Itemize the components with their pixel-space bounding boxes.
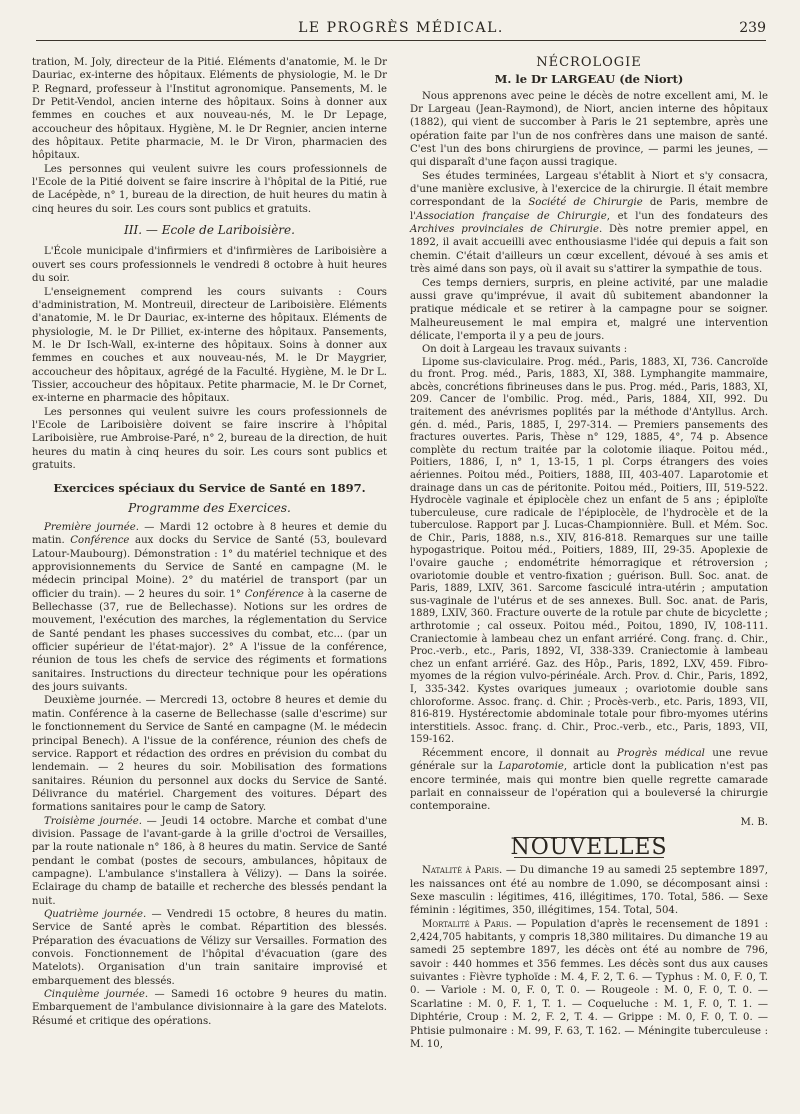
day-conference: Conférence [244, 588, 304, 600]
paragraph: Ces temps derniers, surpris, en pleine activité, par une maladie aussi grave qu'imprévue, il avait dû subitement abandonner la pratique médicale et se retirer à la campagne pour se soigner. Malheureusement le mal empira et, malgré une intervention délicate, l'emporta il y a peu de jours. [410, 277, 768, 342]
nouvelles-title: NOUVELLES [510, 835, 668, 861]
day-text: aux docks du Service de Santé (53, boulevard Latour-Maubourg). Démonstration : 1° du matériel technique et des approvisionnements du Service de Santé en campagne (M. le médecin principal Moine). 2° du matériel de transport (par un officier du train). — 2 heures du soir. 1° [32, 535, 387, 600]
text-run: Association française de Chirurgie [416, 210, 607, 222]
right-column [410, 56, 768, 1051]
necrologie-heading: NÉCROLOGIE [536, 55, 642, 70]
paragraph: L'enseignement comprend les cours suivants : Cours d'administration, M. Montreuil, directeur de Lariboisière. Eléments d'anatomie, M. le Dr Dauriac, ex-interne des hôpitaux. Eléments de physiologie, M. le Dr Pilliet, ex-interne des hôpitaux. Pansements, M. le Dr Isch-Wall, ex-interne des hôpitaux. Soins à donner aux femmes en couches et aux nouveau-nés, M. le Dr Maygrier, accoucheur des hôpitaux, agrégé de la Faculté. Hygiène, M. le Dr L. Tissier, accoucheur des hôpitaux. Petite pharmacie, M. le Dr Cornet, ex-interne en pharmacie des hôpitaux. [32, 286, 387, 405]
running-title: LE PROGRÈS MÉDICAL. [298, 20, 504, 36]
text-run: Ses études terminées, Largeau s'établit à Niort et s'y consacra, d'une manière exclusive, à l'exercice de la chirurgie. Il était membre correspondant de la [410, 170, 768, 209]
paragraph-day3 [32, 815, 387, 908]
text-run: , article dont la publication n'est pas encore terminée, mais qui montre bien quelle regrette camarade parlait en connaisseur de l'opération qui a bouleversé la chirurgie contemporaine. [410, 761, 768, 813]
day-label: Première journée. [44, 522, 139, 533]
paragraph: On doit à Largeau les travaux suivants : [422, 344, 628, 356]
text-run: de Paris, membre de l' [410, 197, 768, 222]
section-title: III. — Ecole de Lariboisière. [124, 223, 295, 238]
day-conference: Conférence [70, 535, 130, 547]
day-label: Cinquième journée. [44, 989, 149, 1001]
paragraph-day5 [32, 988, 387, 1028]
programme-title: Programme des Exercices. [128, 500, 291, 515]
day-text: — Vendredi 15 octobre, 8 heures du matin. Service de Santé après le combat. Répartition des blessés. Préparation des évacuations de Vélizy sur Versailles. Formation des convois. Fonctionnement de l'hôpital d'évacuation (gare des Matelots). Organisation d'un train sanitaire improvisé et embarquement des blessés. [32, 908, 387, 987]
text-run: Société de Chirurgie [528, 197, 643, 209]
text-run: Récemment encore, il donnait au [422, 747, 617, 759]
news-label: Mortalité à Paris. [422, 918, 512, 930]
bibliography: Lipome sus-claviculaire. Prog. méd., Paris, 1883, XI, 736. Cancroïde du front. Prog. méd., Paris, 1883, XI, 388. Lymphangite mammaire, abcès, concrétions fibrineuses dans le pus. Prog. méd., Paris, 1883, XI, 209. Cancer de l'ombilic. Prog. méd., Paris, 1884, XII, 992. Du traitement des anévrismes poplités par la méthode d'Antyllus. Arch. gén. d. méd., Paris, 1885, I, 297-314. — Premiers pansements des fractures ouvertes. Paris, Thèse n° 129, 1885, 4°, 74 p. Absence complète du rectum traitée par la colotomie iliaque. Poitou méd., Poitiers, 1886, I, n° 1, 13-15, 1 pl. Corps étrangers des voies aériennes. Poitou méd., Poitiers, 1888, III, 403-407. Laparotomie et drainage dans un cas de péritonite. Poitou méd., Poitiers, III, 519-522. Hydrocèle vaginale et épiplocèle chez un enfant de 5 ans ; épiploïte tuberculeuse, cure radicale de l'épiplocèle, de l'hydrocèle et de la tuberculose. Rapport par J. Lucas-Championnière. Bull. et Mém. Soc. de Chir., Paris, 1888, n.s., XIV, 816-818. Remarques sur une taille hypogastrique. Poitou méd., Poitiers, 1889, III, 29-35. Apoplexie de l'ovaire gauche ; endométrite hémorragique et rétroversion ; ovariotomie double et ventro-fixation ; guérison. Bull. Soc. anat. de Paris, 1889, LXIV, 361. Sarcome fasciculé intra-utérin ; amputation sus-vaginale de l'utérus et de ses annexes. Bull. Soc. anat. de Paris, 1889, LXIV, 360. Fracture ouverte de la rotule par chute de bicyclette ; arthrotomie ; cal osseux. Poitou méd., Poitou, 1890, IV, 108-111. Craniectomie à lambeau chez un enfant arriéré. Cong. franç. d. Chir., Proc.-verb., etc., Paris, 1892, VI, 338-339. Craniectomie à lambeau chez un enfant arriéré. Gaz. des Hôp., Paris, 1892, LXV, 459. Fibro-myomes de la région vulvo-périnéale. Arch. Prov. d. Chir., Paris, 1892, I, 335-342. Kystes ovariques jumeaux ; ovariotomie double sans chloroforme. Assoc. franç. d. Chir. ; Procès-verb., etc. Paris, 1893, VII, 816-819. Hystérectomie abdominale totale pour fibro-myomes utérins interstitiels. Assoc. franç. d. Chir., Proc.-verb., etc., Paris, 1893, VII, 159-162. [410, 356, 768, 746]
day-label: Troisième journée. [44, 815, 142, 827]
paragraph: Nous apprenons avec peine le décès de notre excellent ami, M. le Dr Largeau (Jean-Raymond), de Niort, ancien interne des hôpitaux (1882), qui vient de succomber à Paris le 21 septembre, après une opération faite par l'un de nos confrères dans une maison de santé. C'est l'un des bons chirurgiens de province, — parmi les jeunes, — qui disparaît d'une façon aussi tragique. [410, 90, 768, 169]
day-text: — Jeudi 14 octobre. Marche et combat d'une division. Passage de l'avant-garde à la grille d'octroi de Versailles, par la route nationale n° 186, à 8 heures du matin. Service de Santé pendant le combat (postes de secours, ambulances, hôpitaux de campagne). L'ambulance s'installera à Vélizy). — Dans la soirée. Eclairage du champ de bataille et recherche des blessés pendant la nuit. [32, 815, 387, 907]
text-run: . Dès notre premier appel, en 1892, il avait accueilli avec enthousiasme l'idée qui depuis a fait son chemin. C'était d'ailleurs un cœur excellent, dévoué à ses amis et très aimé dans son pays, où il avait su s'attirer la sympathie de tous. [410, 224, 768, 276]
text-run: une revue générale sur la [410, 747, 769, 773]
paragraph-mortalite [410, 918, 768, 1051]
day-text: à la caserne de Bellechasse (37, rue de Bellechasse). Notions sur les ordres de mouvement, l'exécution des marches, la réglementation du Service de Santé pendant les phases successives du combat, etc... (par un officier supérieur de l'état-major). 2° A l'issue de la conférence, réunion de tous les chefs de service des régiments et formations sanitaires. Instructions du directeur technique pour les opérations des jours suivants. [32, 588, 387, 694]
necrologie-name: M. le Dr LARGEAU (de Niort) [494, 72, 684, 87]
news-label: Natalité à Paris. [422, 865, 503, 877]
signature: M. B. [740, 816, 768, 828]
paragraph-day2: Deuxième journée. — Mercredi 13, octobre 8 heures et demie du matin. Conférence à la caserne de Bellechasse (salle d'escrime) sur le fonctionnement du Service de Santé en campagne (M. le médecin principal Benech). A l'issue de la conférence, réunion des chefs de service. Rapport et rédaction des ordres en prévision du combat du lendemain. — 2 heures du soir. Mobilisation des formations sanitaires. Réunion du personnel aux docks du Service de Santé. Délivrance du matériel. Chargement des voitures. Départ des formations sanitaires pour le camp de Satory. [32, 695, 387, 814]
text-run: Progrès médical [616, 747, 705, 759]
exercices-title: Exercices spéciaux du Service de Santé en 1897. [53, 481, 366, 496]
text-run: , et l'un des fondateurs des [606, 210, 768, 222]
paragraph [410, 747, 768, 814]
paragraph: Les personnes qui veulent suivre les cours professionnels de l'Ecole de Lariboisière doivent se faire inscrire à l'hôpital Lariboisière, rue Ambroise-Paré, n° 2, bureau de la direction, de huit heures du matin à cinq heures du soir. Les cours sont publics et gratuits. [32, 406, 387, 471]
left-column [32, 56, 387, 1028]
paragraph: Les personnes qui veulent suivre les cours professionnels de l'Ecole de la Pitié doivent se faire inscrire à l'hôpital de la Pitié, rue de Lacépède, n° 1, bureau de la direction, de huit heures du matin à cinq heures du soir. Les cours sont publics et gratuits. [32, 163, 387, 215]
paragraph: L'École municipale d'infirmiers et d'infirmières de Lariboisière a ouvert ses cours professionnels le vendredi 8 octobre à huit heures du soir. [32, 246, 387, 285]
paragraph-day1 [32, 521, 387, 694]
paragraph: tration, M. Joly, directeur de la Pitié. Eléments d'anatomie, M. le Dr Dauriac, ex-interne des hôpitaux. Eléments de physiologie, M. le Dr P. Regnard, professeur à l'Institut agronomique. Pansements, M. le Dr Petit-Vendol, ancien interne des hôpitaux. Soins à donner aux femmes en couches et aux nouveau-nés, M. le Dr Lepage, accoucheur des hôpitaux. Hygiène, M. le Dr Regnier, ancien interne des hôpitaux. Petite pharmacie, M. le Dr Viron, pharmacien des hôpitaux. [32, 57, 387, 162]
page-header [36, 18, 766, 41]
news-text: — Population d'après le recensement de 1891 : 2,424,705 habitants, y compris 18,380 militaires. Du dimanche 19 au samedi 25 septembre 1897, les décès ont été au nombre de 796, savoir : 440 hommes et 356 femmes. Les décès sont dus aux causes suivantes : Fièvre typhoïde : M. 4, F. 2, T. 6. — Typhus : M. 0, F. 0, T. 0. — Variole : M. 0, F. 0, T. 0. — Rougeole : M. 0, F. 0, T. 0. — Scarlatine : M. 0, F. 1, T. 1. — Coqueluche : M. 1, F. 0, T. 1. — Diphtérie, Croup : M. 2, F. 2, T. 4. — Grippe : M. 0, F. 0, T. 0. — Phtisie pulmonaire : M. 99, F. 63, T. 162. — Méningite tuberculeuse : M. 10, [410, 918, 768, 1050]
day-text: — Samedi 16 octobre 9 heures du matin. Embarquement de l'ambulance divisionnaire à la gare des Matelots. Résumé et critique des opérations. [32, 989, 387, 1027]
text-run: Archives provinciales de Chirurgie [410, 224, 600, 236]
paragraph [410, 170, 768, 277]
paragraph-day4 [32, 908, 387, 988]
news-text: — Du dimanche 19 au samedi 25 septembre 1897, les naissances ont été au nombre de 1.090, se décomposant ainsi : Sexe masculin : légitimes, 416, illégitimes, 170. Total, 586. — Sexe féminin : légitimes, 350, illégitimes, 154. Total, 504. [410, 865, 768, 917]
day-label: Quatrième journée. [44, 908, 147, 920]
paragraph-natalite [410, 864, 768, 917]
text-run: Laparotomie [498, 761, 564, 773]
day-text: — Mardi 12 octobre à 8 heures et demie du matin. [32, 522, 387, 547]
page-number: 239 [739, 20, 766, 36]
